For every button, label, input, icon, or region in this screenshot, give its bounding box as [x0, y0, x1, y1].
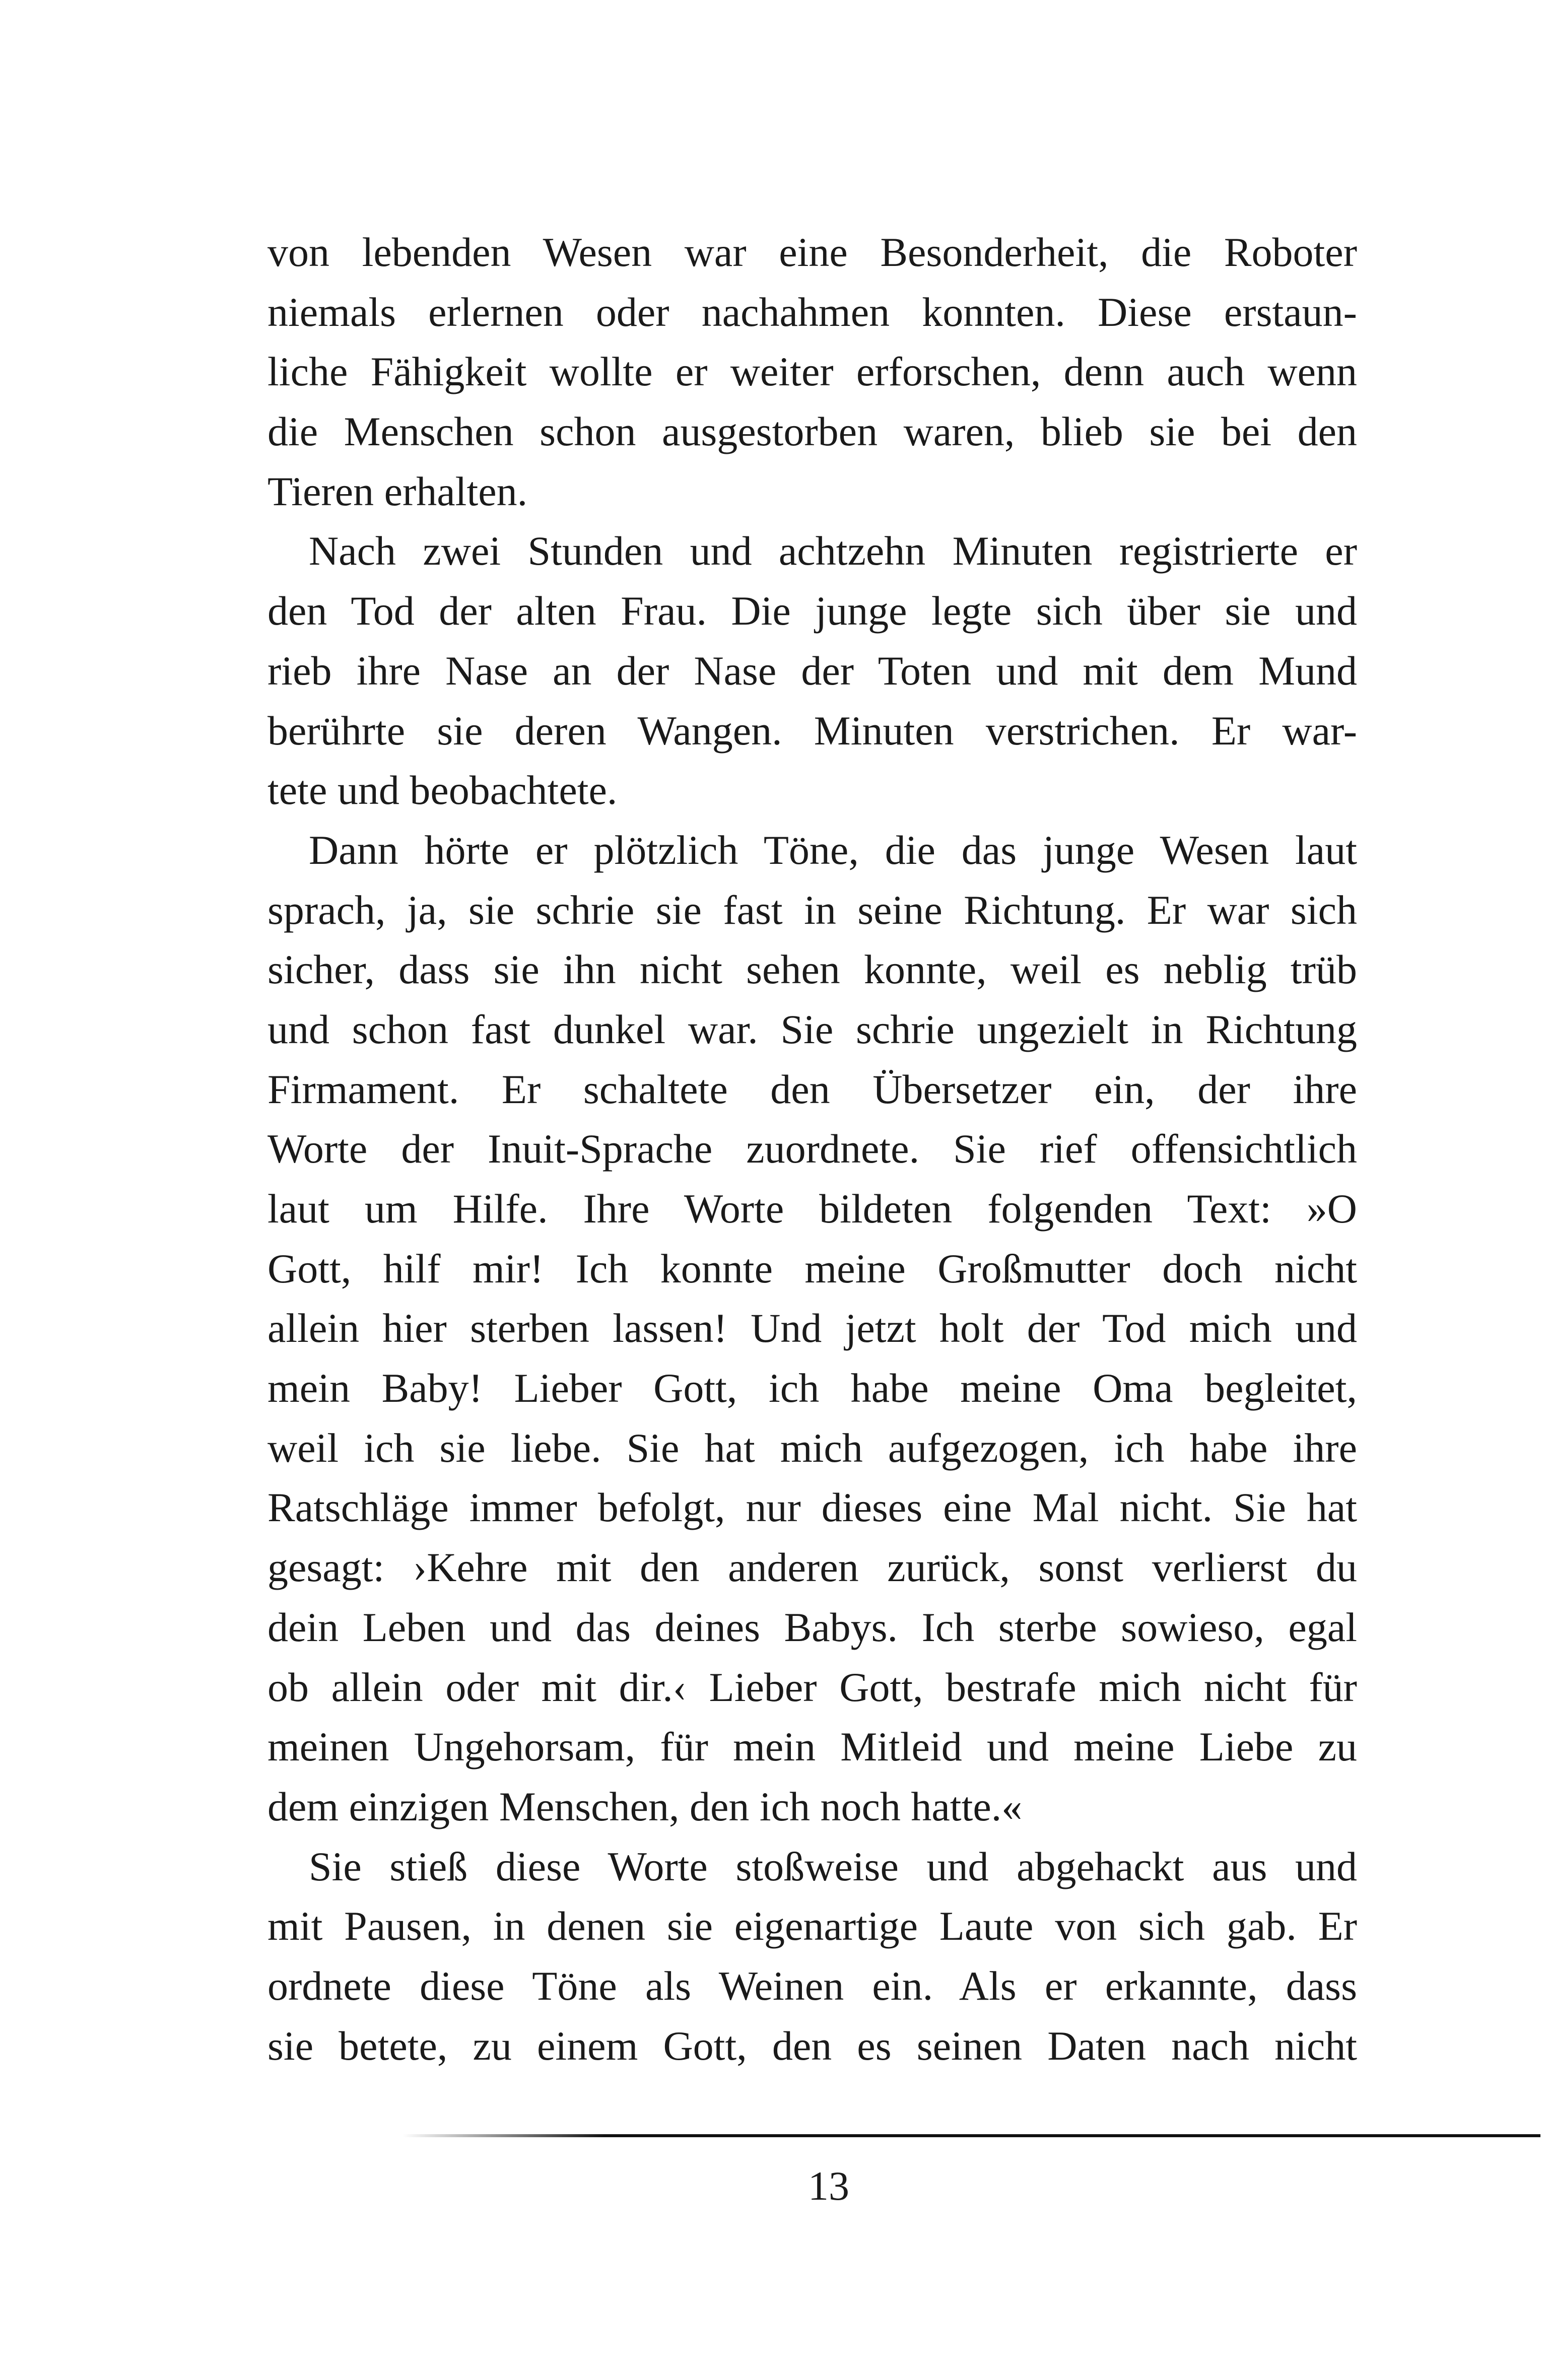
text-line: Ratschläge immer befolgt, nur dieses eine Mal nicht. Sie hat [267, 1484, 1357, 1531]
text-line: Nach zwei Stunden und achtzehn Minuten registrierte er [309, 528, 1357, 574]
text-line: sprach, ja, sie schrie sie fast in seine Richtung. Er war sich [267, 887, 1357, 933]
text-line: gesagt: ›Kehre mit den anderen zurück, sonst verlierst du [267, 1544, 1357, 1591]
text-line: berührte sie deren Wangen. Minuten verstrichen. Er war- [267, 707, 1357, 754]
text-line: Firmament. Er schaltete den Übersetzer ein, der ihre [267, 1066, 1357, 1112]
text-line: die Menschen schon ausgestorben waren, blieb sie bei den [267, 409, 1357, 455]
text-line: Dann hörte er plötzlich Töne, die das junge Wesen laut [309, 827, 1357, 873]
text-line: allein hier sterben lassen! Und jetzt holt der Tod mich und [267, 1305, 1357, 1351]
text-line: Gott, hilf mir! Ich konnte meine Großmutter doch nicht [267, 1245, 1357, 1291]
text-line: sie betete, zu einem Gott, den es seinen Daten nach nicht [267, 2022, 1357, 2069]
text-line: und schon fast dunkel war. Sie schrie ungezielt in Richtung [267, 1006, 1357, 1052]
text-line: niemals erlernen oder nachahmen konnten. Diese erstaun- [267, 289, 1357, 335]
text-line: Tieren erhalten. [267, 468, 528, 514]
page-number: 13 [808, 2163, 849, 2209]
paragraph [267, 223, 1357, 521]
text-line: sicher, dass sie ihn nicht sehen konnte, weil es neblig trüb [267, 946, 1357, 993]
text-line: meinen Ungehorsam, für mein Mitleid und meine Liebe zu [267, 1724, 1357, 1770]
text-line: mit Pausen, in denen sie eigenartige Laute von sich gab. Er [267, 1903, 1357, 1949]
text-line: rieb ihre Nase an der Nase der Toten und mit dem Mund [267, 647, 1357, 694]
text-line: tete und beobachtete. [267, 767, 618, 813]
text-line: Worte der Inuit-Sprache zuordnete. Sie rief offensichtlich [267, 1126, 1357, 1172]
paragraph [267, 821, 1357, 1837]
paragraph [267, 1837, 1357, 2076]
paragraph [267, 521, 1357, 820]
text-line: von lebenden Wesen war eine Besonderheit, die Roboter [267, 229, 1357, 275]
text-line: dem einzigen Menschen, den ich noch hatte.« [267, 1783, 1023, 1829]
text-line: laut um Hilfe. Ihre Worte bildeten folgenden Text: »O [267, 1186, 1357, 1232]
text-line: den Tod der alten Frau. Die junge legte sich über sie und [267, 588, 1357, 634]
body-text [267, 223, 1357, 2076]
text-line: ordnete diese Töne als Weinen ein. Als er erkannte, dass [267, 1962, 1357, 2009]
text-line: liche Fähigkeit wollte er weiter erforschen, denn auch wenn [267, 349, 1357, 395]
footer-rule-fade [403, 2134, 604, 2137]
text-line: mein Baby! Lieber Gott, ich habe meine Oma begleitet, [267, 1365, 1357, 1411]
text-line: ob allein oder mit dir.‹ Lieber Gott, bestrafe mich nicht für [267, 1664, 1357, 1710]
text-line: Sie stieß diese Worte stoßweise und abgehackt aus und [309, 1843, 1357, 1889]
text-line: dein Leben und das deines Babys. Ich sterbe sowieso, egal [267, 1604, 1357, 1650]
text-line: weil ich sie liebe. Sie hat mich aufgezogen, ich habe ihre [267, 1424, 1357, 1471]
